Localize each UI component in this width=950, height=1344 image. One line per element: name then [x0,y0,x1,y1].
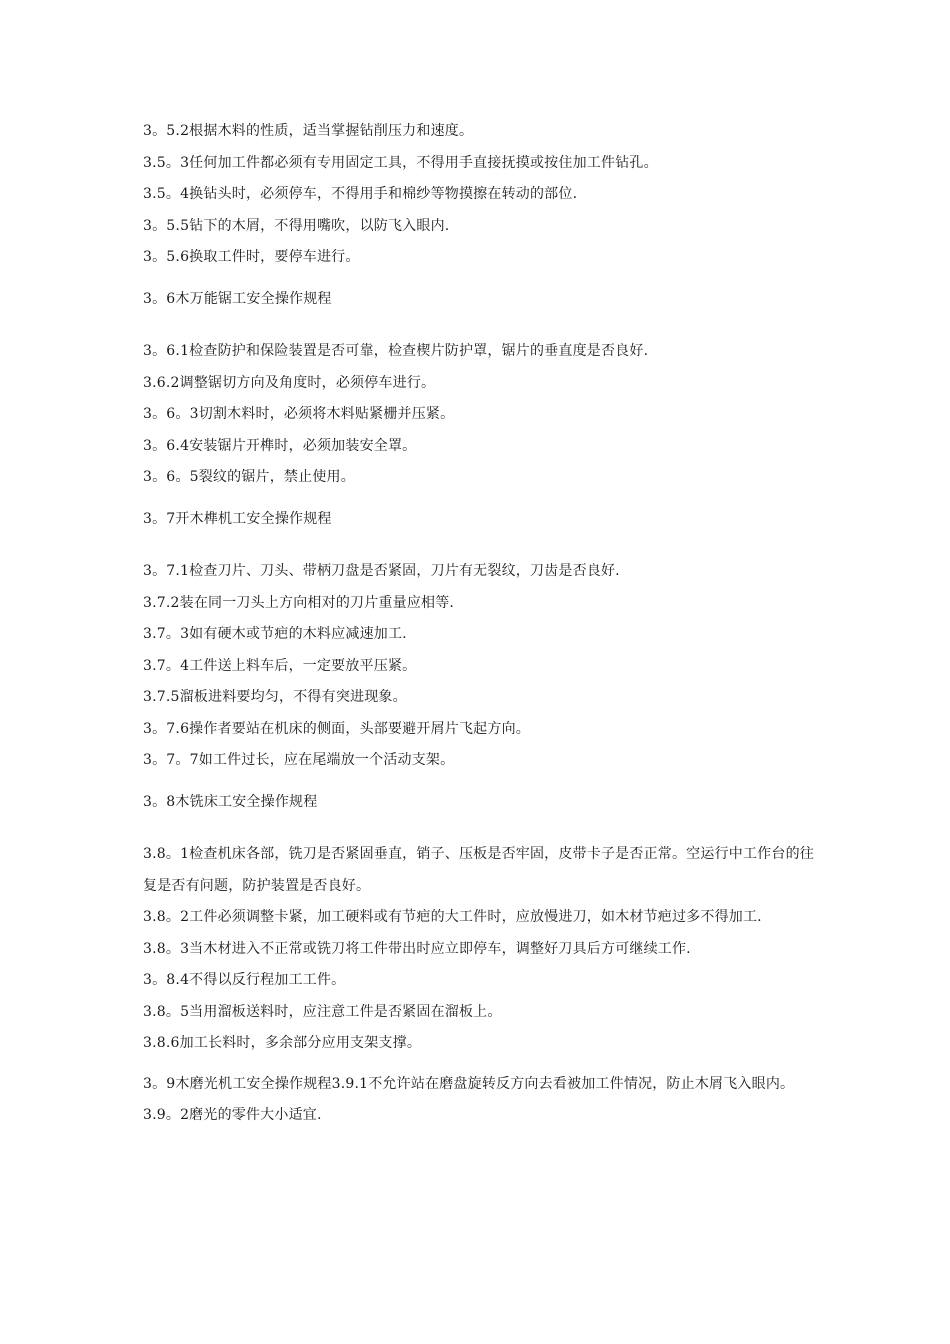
paragraph: 3.6.2调整锯切方向及角度时，必须停车进行。 [143,374,436,391]
paragraph: 3。5.6换取工件时，要停车进行。 [143,249,360,265]
paragraph: 3.5。4换钻头时，必须停车，不得用手和棉纱等物摸擦在转动的部位. [143,186,578,202]
section-heading: 3。7开木榫机工安全操作规程 [143,510,332,527]
paragraph: 3。7.6操作者要站在机床的侧面，头部要避开屑片飞起方向。 [143,720,530,737]
paragraph: 3.7。3如有硬木或节疤的木料应减速加工. [143,626,407,642]
section-heading: 3。8木铣床工安全操作规程 [143,793,318,810]
paragraph: 3.7.5溜板进料要均匀，不得有突进现象。 [143,689,407,705]
paragraph: 3.9。2磨光的零件大小适宜. [143,1107,322,1123]
paragraph: 3。6。5裂纹的锯片，禁止使用。 [143,469,355,485]
paragraph: 3.7。4工件送上料车后，一定要放平压紧。 [143,657,417,674]
paragraph: 3。7.1检查刀片、刀头、带柄刀盘是否紧固，刀片有无裂纹，刀齿是否良好. [143,563,620,579]
paragraph: 3.8。5当用溜板送料时，应注意工件是否紧固在溜板上。 [143,1003,502,1020]
paragraph: 3。6.1检查防护和保险装置是否可靠，检查楔片防护罩，锯片的垂直度是否良好. [143,343,649,359]
paragraph: 3。5.5钻下的木屑，不得用嘴吹，以防飞入眼内. [143,217,450,234]
paragraph: 3。5.2根据木料的性质，适当掌握钻削压力和速度。 [143,123,474,139]
section-heading-with-paragraph: 3。9木磨光机工安全操作规程3.9.1不允许站在磨盘旋转反方向去看被加工件情况，防止木屑飞入眼内。 [143,1075,795,1092]
paragraph: 3.8。3当木材进入不正常或铣刀将工件带出时应立即停车，调整好刀具后方可继续工作. [143,940,691,957]
section-heading: 3。6木万能锯工安全操作规程 [143,290,332,307]
paragraph: 3。7。7如工件过长，应在尾端放一个活动支架。 [143,752,455,768]
paragraph: 3.7.2装在同一刀头上方向相对的刀片重量应相等. [143,594,455,611]
paragraph: 3.5。3任何加工件都必须有专用固定工具，不得用手直接抚摸或按住加工件钻孔。 [143,154,658,171]
document-body [143,116,823,1132]
paragraph: 3.8.6加工长料时，多余部分应用支架支撑。 [143,1035,422,1051]
paragraph: 3。6。3切割木料时，必须将木料贴紧栅并压紧。 [143,406,455,422]
paragraph: 3。6.4安装锯片开榫时，必须加装安全罩。 [143,437,417,454]
paragraph: 3。8.4不得以反行程加工工件。 [143,972,346,988]
paragraph: 3.8。2工件必须调整卡紧，加工硬料或有节疤的大工件时，应放慢进刀，如木材节疤过多不得加工. [143,909,762,925]
paragraph: 3.8。1检查机床各部，铣刀是否紧固垂直，销子、压板是否牢固，皮带卡子是否正常。空运行中工作台的往复是否有问题，防护装置是否良好。 [143,846,814,894]
